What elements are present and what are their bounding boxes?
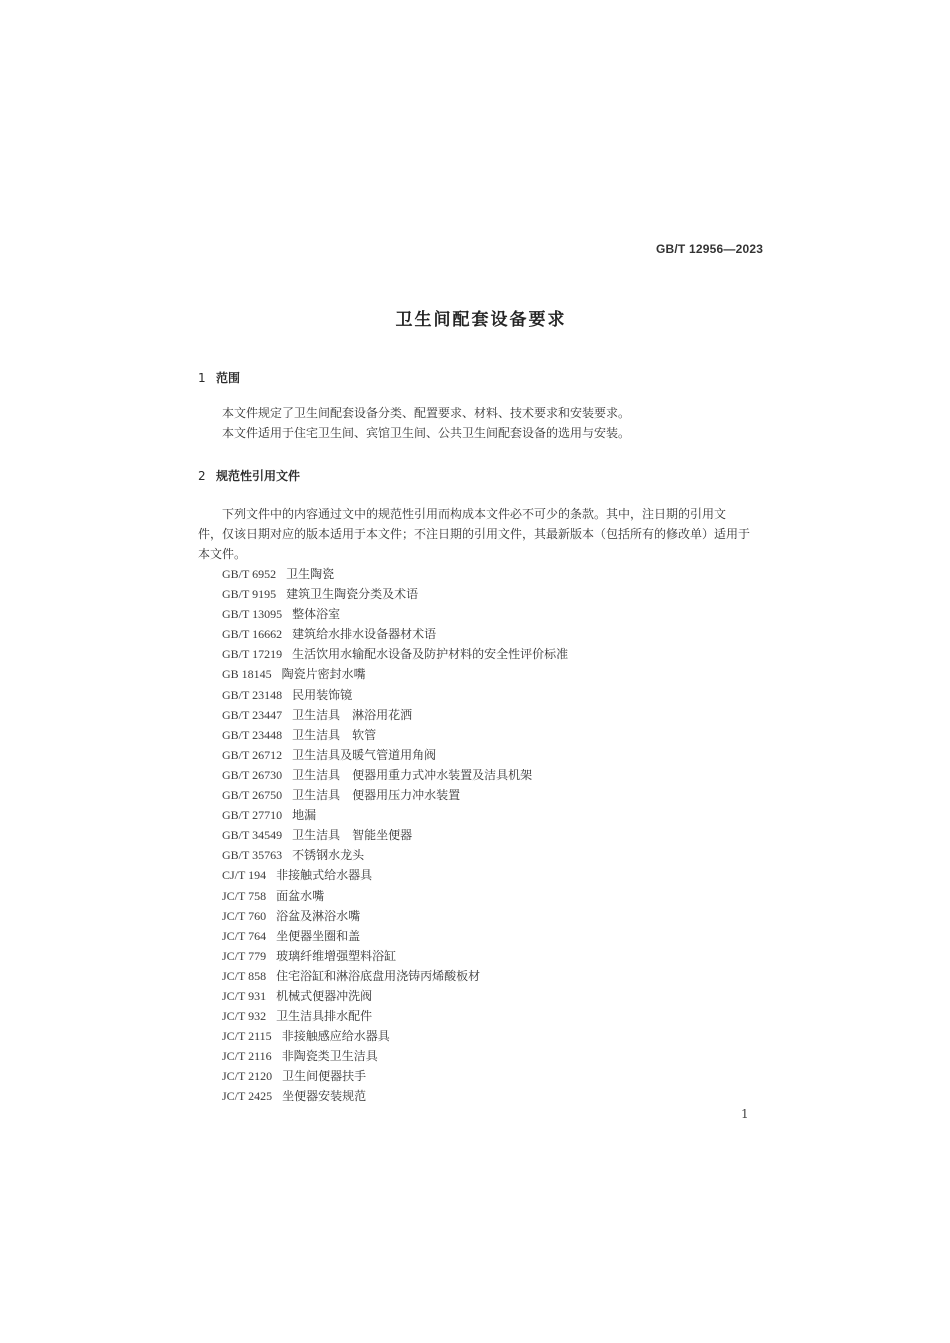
reference-title: 卫生洁具及暖气管道用角阀 [292,747,437,762]
section-1-number: 1 [198,371,206,385]
reference-item [222,865,568,885]
reference-item [222,604,568,624]
reference-code: GB/T 9195 [222,587,277,602]
reference-code: GB/T 17219 [222,647,283,662]
reference-title: 不锈钢水龙头 [292,848,365,863]
reference-title: 卫生间便器扶手 [282,1069,367,1084]
reference-code: GB/T 27710 [222,808,283,823]
reference-code: GB/T 6952 [222,567,277,581]
reference-title: 玻璃纤维增强塑料浴缸 [276,948,397,963]
reference-code: JC/T 2115 [222,1029,272,1044]
reference-item [222,845,568,865]
reference-title: 浴盆及淋浴水嘴 [276,908,361,923]
reference-item [222,1046,568,1066]
reference-item [222,805,568,825]
reference-item [222,685,568,705]
reference-title: 卫生洁具 软管 [292,727,377,742]
reference-title: 机械式便器冲洗阀 [276,988,373,1003]
reference-item [222,886,568,906]
reference-item [222,946,568,966]
reference-item [222,825,568,845]
reference-item [222,765,568,785]
reference-item [222,644,568,664]
reference-item [222,926,568,946]
reference-code: JC/T 2425 [222,1089,273,1104]
reference-title: 建筑卫生陶瓷分类及术语 [286,587,419,602]
reference-item [222,1066,568,1086]
reference-title: 住宅浴缸和淋浴底盘用浇铸丙烯酸板材 [276,968,481,983]
reference-title: 卫生洁具 淋浴用花洒 [292,707,413,722]
reference-code: GB/T 23448 [222,727,283,742]
document-title: 卫生间配套设备要求 [395,310,567,330]
intro-line-2: 件，仅该日期对应的版本适用于本文件；不注日期的引用文件，其最新版本（包括所有的修改单）适用于 [198,527,751,541]
scope-paragraph-1: 本文件规定了卫生间配套设备分类、配置要求、材料、技术要求和安装要求。 [222,406,631,420]
scope-paragraph-2: 本文件适用于住宅卫生间、宾馆卫生间、公共卫生间配套设备的选用与安装。 [222,426,631,440]
reference-code: JC/T 858 [222,968,267,983]
reference-code: GB 18145 [222,667,272,682]
reference-code: JC/T 2116 [222,1049,272,1064]
section-1-body [198,403,768,443]
reference-item [222,745,568,765]
reference-item [222,664,568,684]
section-1-title: 范围 [216,371,241,385]
reference-title: 卫生洁具 便器用重力式冲水装置及洁具机架 [292,767,533,782]
reference-title: 整体浴室 [292,607,341,622]
reference-title: 非接触感应给水器具 [281,1029,390,1044]
reference-code: GB/T 16662 [222,627,283,642]
reference-title: 民用装饰镜 [292,687,353,702]
reference-code: GB/T 34549 [222,828,283,843]
reference-code: CJ/T 194 [222,868,267,883]
reference-title: 非陶瓷类卫生洁具 [281,1049,378,1064]
reference-item [222,966,568,986]
reference-code: GB/T 26712 [222,747,283,762]
reference-code: GB/T 26750 [222,788,283,803]
reference-code: JC/T 764 [222,928,267,943]
reference-item [222,986,568,1006]
reference-code: JC/T 2120 [222,1069,273,1084]
reference-item [222,624,568,644]
reference-code: JC/T 931 [222,988,267,1003]
reference-item [222,564,568,584]
reference-item [222,705,568,725]
section-2-intro [198,504,768,564]
reference-title: 卫生洁具 便器用压力冲水装置 [292,788,461,803]
reference-code: JC/T 760 [222,908,267,923]
reference-title: 坐便器安装规范 [282,1089,367,1104]
intro-line-1: 下列文件中的内容通过文中的规范性引用而构成本文件必不可少的条款。其中，注日期的引用文 [222,507,727,521]
reference-code: JC/T 932 [222,1009,267,1024]
reference-title: 面盆水嘴 [276,888,325,903]
reference-code: GB/T 26730 [222,767,283,782]
reference-title: 生活饮用水输配水设备及防护材料的安全性评价标准 [292,647,569,662]
reference-code: JC/T 779 [222,948,267,963]
reference-item [222,906,568,926]
reference-title: 卫生洁具 智能坐便器 [292,828,413,843]
reference-title: 陶瓷片密封水嘴 [281,667,366,682]
reference-code: GB/T 13095 [222,607,283,622]
reference-code: JC/T 758 [222,888,267,903]
reference-item [222,785,568,805]
reference-list [222,564,568,1107]
reference-title: 非接触式给水器具 [276,868,373,883]
reference-code: GB/T 23447 [222,707,283,722]
section-2-number: 2 [198,469,206,483]
reference-title: 建筑给水排水设备器材术语 [292,627,437,642]
reference-item [222,1006,568,1026]
reference-title: 地漏 [292,808,317,823]
reference-code: GB/T 23148 [222,687,283,702]
section-2-heading [198,467,300,484]
section-2-title: 规范性引用文件 [216,469,301,483]
reference-title: 卫生洁具排水配件 [276,1009,373,1024]
reference-item [222,725,568,745]
reference-item [222,584,568,604]
intro-line-3: 本文件。 [198,547,247,561]
reference-title: 坐便器坐圈和盖 [276,928,361,943]
standard-code: GB/T 12956—2023 [656,242,764,256]
section-1-heading [198,369,240,386]
reference-title: 卫生陶瓷 [286,567,335,581]
page-number: 1 [741,1107,749,1121]
reference-code: GB/T 35763 [222,848,283,863]
reference-item [222,1086,568,1106]
reference-item [222,1026,568,1046]
